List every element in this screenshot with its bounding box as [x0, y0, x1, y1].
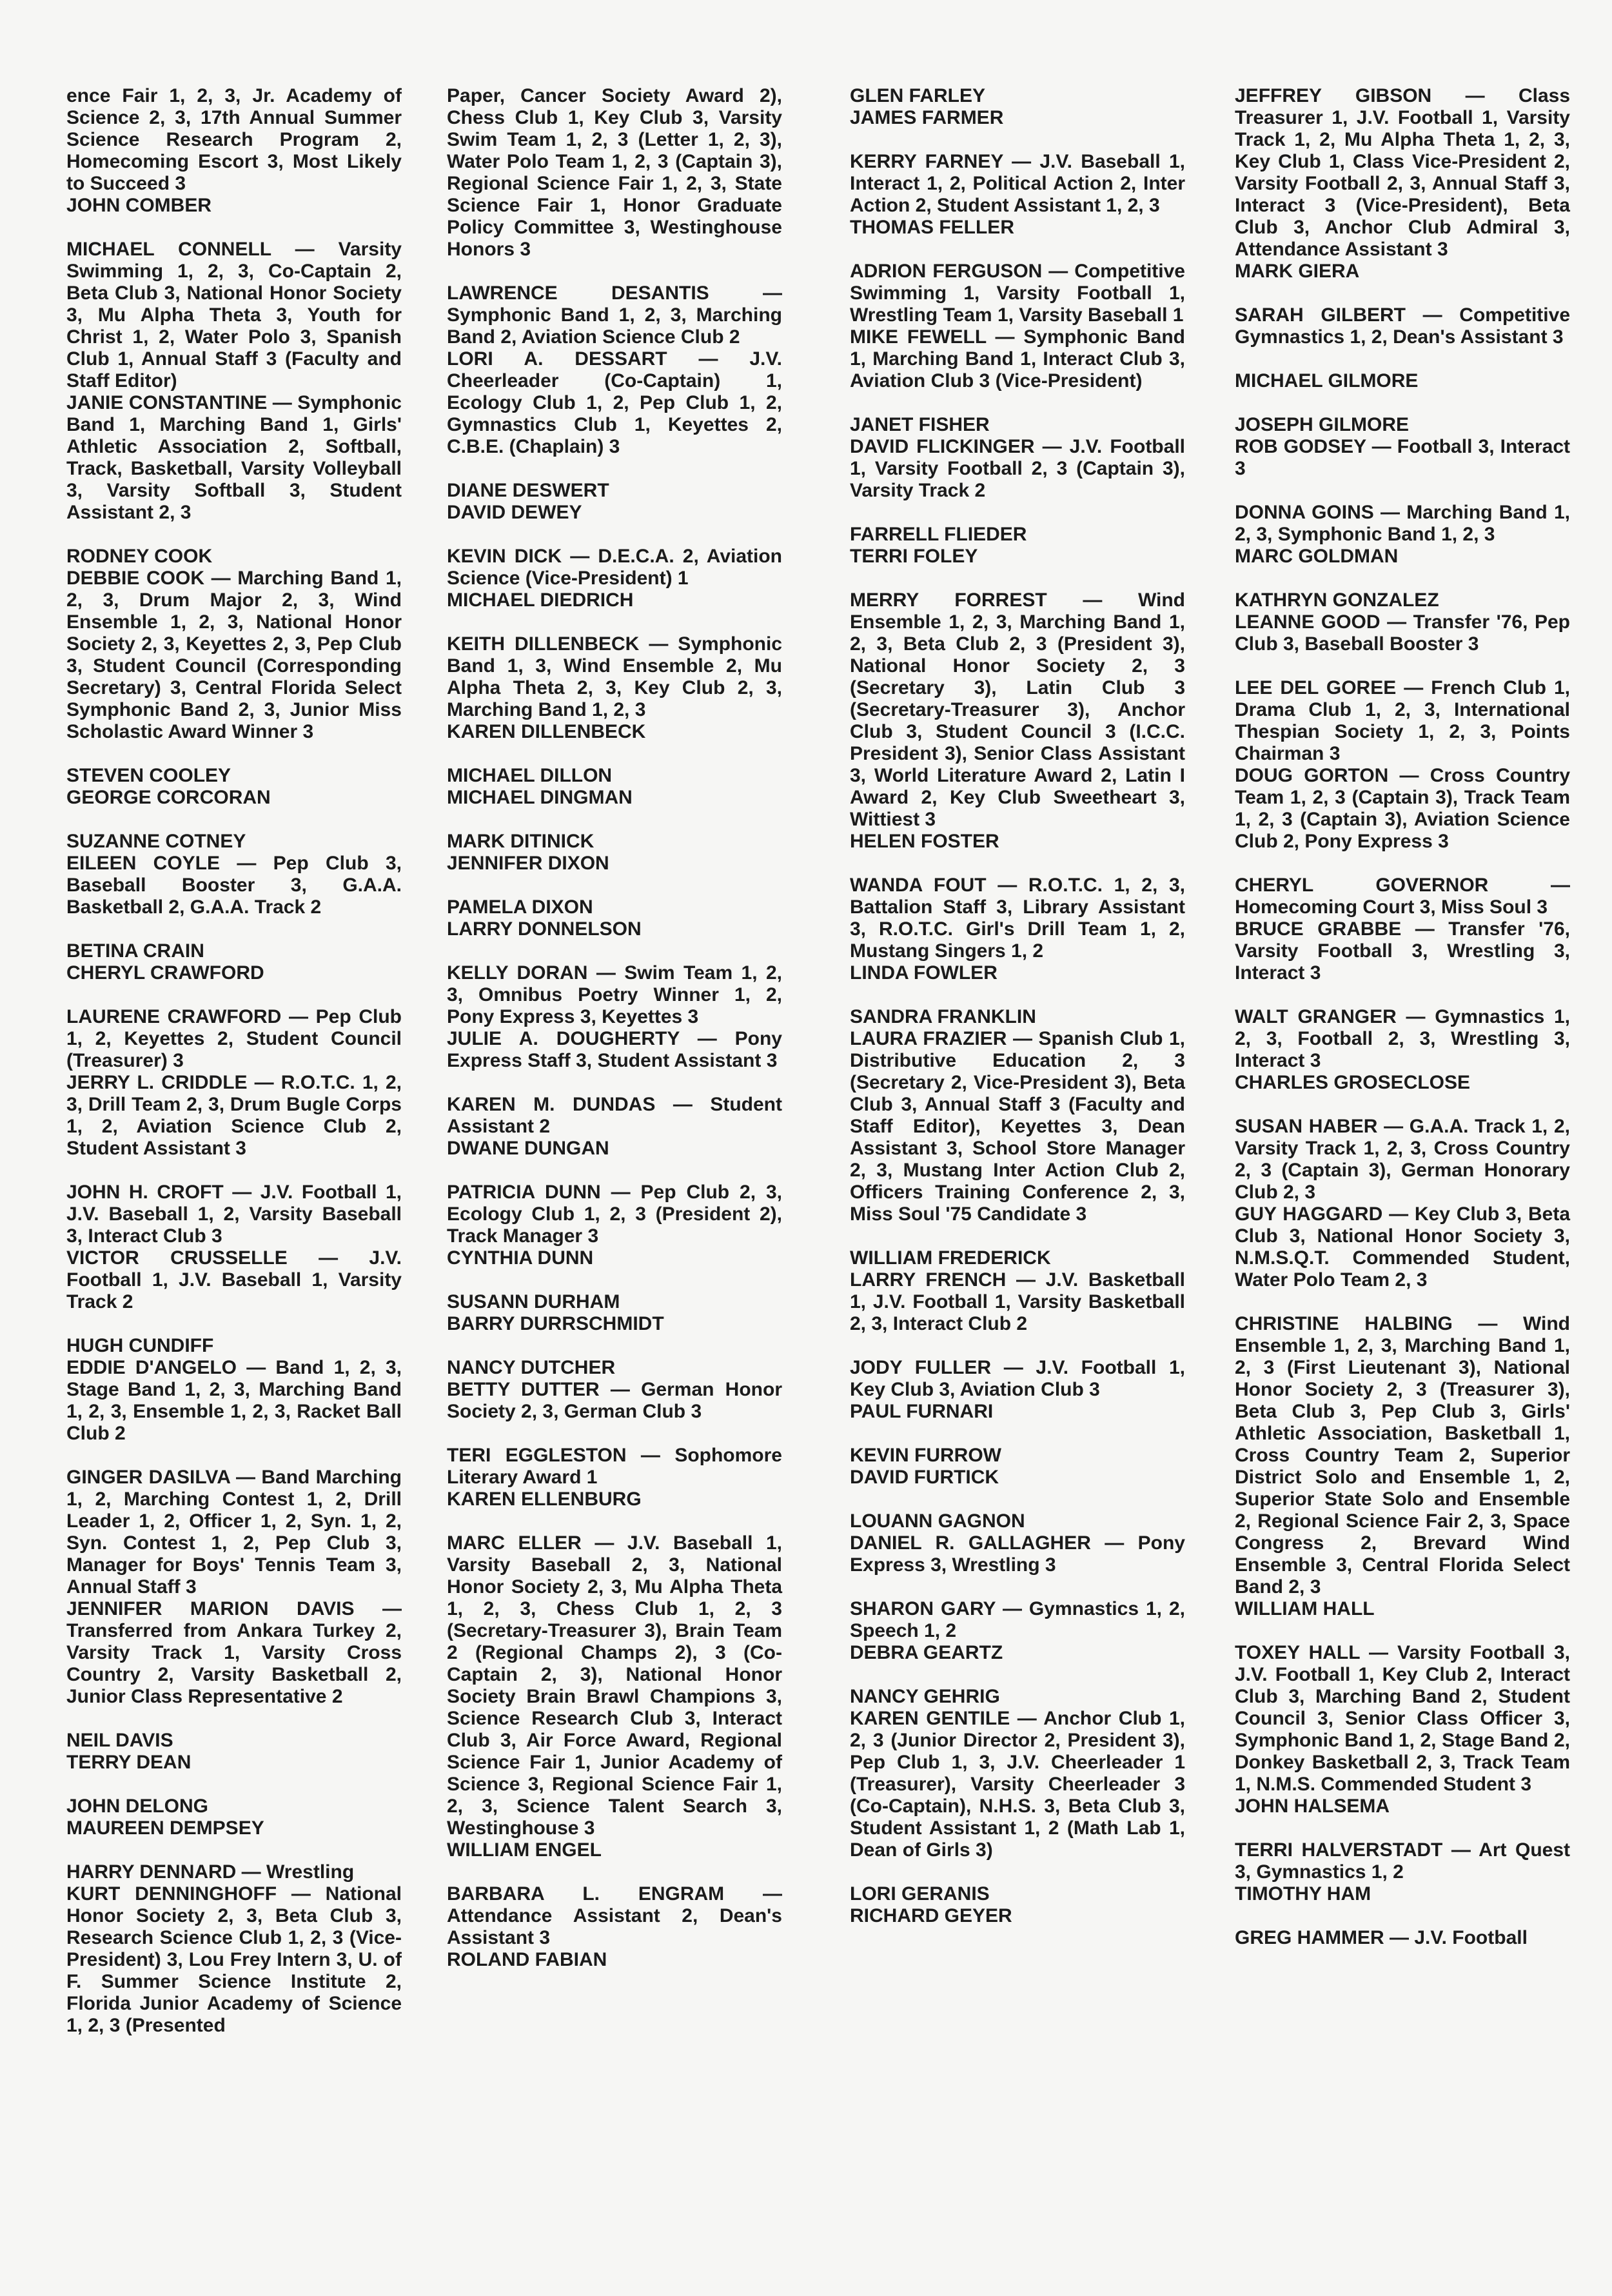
entry-group: [850, 261, 1185, 392]
entry-group: [1235, 589, 1570, 655]
entry-group: [850, 1357, 1185, 1423]
student-entry: HARRY DENNARD — Wrestling: [66, 1861, 355, 1883]
student-entry: TERI EGGLESTON — Sophomore Literary Award 1: [447, 1445, 782, 1488]
student-entry: TERRY DEAN: [66, 1752, 192, 1773]
entry-group: [1235, 1642, 1570, 1817]
student-entry: JANET FISHER: [850, 414, 990, 435]
student-entry: JOHN DELONG: [66, 1796, 209, 1817]
entry-group: [1235, 677, 1570, 853]
student-entry: KEVIN DICK — D.E.C.A. 2, Aviation Science (Vice-President) 1: [447, 546, 782, 589]
student-entry: KAREN ELLENBURG: [447, 1489, 642, 1510]
entry-group: [447, 480, 782, 524]
student-entry: BARBARA L. ENGRAM — Attendance Assistant 2, Dean's Assistant 3: [447, 1883, 782, 1948]
student-entry: LAWRENCE DESANTIS — Symphonic Band 1, 2, 3, Marching Band 2, Aviation Science Club 2: [447, 282, 782, 348]
student-entry: WILLIAM HALL: [1235, 1598, 1375, 1619]
entry-group: [850, 1510, 1185, 1576]
student-entry: MIKE FEWELL — Symphonic Band 1, Marching Band 1, Interact Club 3, Aviation Club 3 (Vice-President): [850, 326, 1185, 391]
student-entry: MERRY FORREST — Wind Ensemble 1, 2, 3, Marching Band 1, 2, 3, Beta Club 2, 3 (President 3), National Honor Society 2, 3 (Secretary 3), Latin Club 3 (Secretary-Treasurer 3), Anchor Club 3, Student Council 3 (I.C.C. President 3), Senior Class Assistant 3, World Literature Award 2, Latin I Award 2, Key Club Sweetheart 3, Wittiest 3: [850, 589, 1185, 830]
student-entry: SHARON GARY — Gymnastics 1, 2, Speech 1, 2: [850, 1598, 1185, 1641]
student-entry: JOHN H. CROFT — J.V. Football 1, J.V. Baseball 1, 2, Varsity Baseball 3, Interact Club 3: [66, 1182, 402, 1247]
entry-group: [447, 896, 782, 940]
entry-group: [66, 1006, 402, 1160]
student-entry: LORI A. DESSART — J.V. Cheerleader (Co-Captain) 1, Ecology Club 1, 2, Pep Club 1, 2, Gymnastics Club 1, Keyettes 2, C.B.E. (Chaplain) 3: [447, 348, 782, 457]
student-entry: JOHN COMBER: [66, 195, 212, 216]
student-entry: DAVID FLICKINGER — J.V. Football 1, Varsity Football 2, 3 (Captain 3), Varsity Track 2: [850, 436, 1185, 501]
entry-group: [447, 1357, 782, 1423]
student-entry: ROLAND FABIAN: [447, 1949, 607, 1970]
entry-group: [66, 1467, 402, 1708]
student-entry: PAMELA DIXON: [447, 896, 593, 918]
entry-group: [850, 414, 1185, 502]
entry-group: [1235, 85, 1570, 282]
entry-group: [66, 1182, 402, 1313]
student-entry: ence Fair 1, 2, 3, Jr. Academy of Science 2, 3, 17th Annual Summer Science Research Program 2, Homecoming Escort 3, Most Likely to Succeed 3: [66, 85, 402, 194]
entry-group: [447, 633, 782, 743]
student-entry: CHERYL CRAWFORD: [66, 962, 264, 984]
entry-group: [850, 524, 1185, 568]
student-entry: GREG HAMMER — J.V. Football: [1235, 1927, 1528, 1948]
student-entry: SARAH GILBERT — Competitive Gymnastics 1, 2, Dean's Assistant 3: [1235, 304, 1570, 348]
student-entry: VICTOR CRUSSELLE — J.V. Football 1, J.V. Baseball 1, Varsity Track 2: [66, 1247, 402, 1312]
student-entry: DAVID DEWEY: [447, 502, 582, 523]
student-entry: WILLIAM ENGEL: [447, 1839, 602, 1861]
entry-group: [850, 1883, 1185, 1927]
student-entry: MICHAEL DIEDRICH: [447, 589, 634, 611]
student-entry: KERRY FARNEY — J.V. Baseball 1, Interact 1, 2, Political Action 2, Inter Action 2, Student Assistant 1, 2, 3: [850, 151, 1185, 216]
entry-group: [447, 831, 782, 875]
column-2: [447, 85, 782, 1993]
student-entry: KAREN M. DUNDAS — Student Assistant 2: [447, 1094, 782, 1137]
student-entry: TOXEY HALL — Varsity Football 3, J.V. Football 1, Key Club 2, Interact Club 3, Marching Band 2, Student Council 3, Senior Class Officer 3, Symphonic Band 1, 2, Stage Band 2, Donkey Basketball 2, 3, Track Team 1, N.M.S. Commended Student 3: [1235, 1642, 1570, 1795]
entry-group: [850, 1247, 1185, 1335]
student-entry: ADRION FERGUSON — Competitive Swimming 1, Varsity Football 1, Wrestling Team 1, Varsity Baseball 1: [850, 261, 1185, 326]
student-entry: HELEN FOSTER: [850, 831, 999, 852]
student-entry: LOUANN GAGNON: [850, 1510, 1025, 1532]
student-entry: MICHAEL DINGMAN: [447, 787, 633, 808]
student-entry: TERRI HALVERSTADT — Art Quest 3, Gymnastics 1, 2: [1235, 1839, 1570, 1883]
student-entry: SUZANNE COTNEY: [66, 831, 246, 852]
student-entry: HUGH CUNDIFF: [66, 1335, 214, 1356]
student-entry: LAURA FRAZIER — Spanish Club 1, Distributive Education 2, 3 (Secretary 2, Vice-President 3), Beta Club 3, Annual Staff 3 (Faculty and Staff Editor), Keyettes 3, Dean Assistant 3, School Store Manager 2, 3, Mustang Inter Action Club 2, Officers Training Conference 2, 3, Miss Soul '75 Candidate 3: [850, 1028, 1185, 1225]
student-entry: GEORGE CORCORAN: [66, 787, 271, 808]
student-entry: JENNIFER DIXON: [447, 853, 609, 874]
student-entry: DEBRA GEARTZ: [850, 1642, 1003, 1663]
entry-group: [66, 1796, 402, 1839]
entry-group: [850, 875, 1185, 984]
student-entry: RICHARD GEYER: [850, 1905, 1012, 1926]
student-entry: KURT DENNINGHOFF — National Honor Society 2, 3, Beta Club 3, Research Science Club 1, 2, 3 (Vice-President) 3, Lou Frey Intern 3, U. of F. Summer Science Institute 2, Florida Junior Academy of Science 1, 2, 3 (Presented: [66, 1883, 402, 2036]
student-entry: CYNTHIA DUNN: [447, 1247, 594, 1269]
student-entry: MAUREEN DEMPSEY: [66, 1817, 264, 1839]
student-entry: EILEEN COYLE — Pep Club 3, Baseball Booster 3, G.A.A. Basketball 2, G.A.A. Track 2: [66, 853, 402, 918]
student-entry: JENNIFER MARION DAVIS — Transferred from Ankara Turkey 2, Varsity Track 1, Varsity Cross Country 2, Varsity Basketball 2, Junior Class Representative 2: [66, 1598, 402, 1707]
entry-group: [447, 546, 782, 611]
entry-group: [447, 1094, 782, 1160]
student-entry: RODNEY COOK: [66, 546, 213, 567]
column-1: [66, 85, 402, 2059]
entry-group: [66, 1861, 402, 2037]
student-entry: MARC ELLER — J.V. Baseball 1, Varsity Baseball 2, 3, National Honor Society 2, 3, Mu Alpha Theta 1, 2, 3, Chess Club 1, 2, 3 (Secretary-Treasurer 3), Brain Team 2 (Regional Champs 2), 3 (Co-Captain 2, 3), National Honor Society Brain Brawl Champions 3, Science Research Club 3, Interact Club 3, Air Force Award, Regional Science Fair 1, Junior Academy of Science 3, Regional Science Fair 1, 2, 3, Science Talent Search 3, Westinghouse 3: [447, 1532, 782, 1839]
entry-group: [1235, 1116, 1570, 1291]
student-entry: DEBBIE COOK — Marching Band 1, 2, 3, Drum Major 2, 3, Wind Ensemble 1, 2, 3, National Honor Society 2, 3, Keyettes 2, 3, Pep Club 3, Student Council (Corresponding Secretary) 3, Central Florida Select Symphonic Band 2, 3, Junior Miss Scholastic Award Winner 3: [66, 568, 402, 742]
entry-group: [1235, 1839, 1570, 1905]
student-entry: NANCY GEHRIG: [850, 1686, 1000, 1707]
student-entry: THOMAS FELLER: [850, 217, 1014, 238]
student-entry: KELLY DORAN — Swim Team 1, 2, 3, Omnibus Poetry Winner 1, 2, Pony Express 3, Keyettes 3: [447, 962, 782, 1027]
student-entry: DOUG GORTON — Cross Country Team 1, 2, 3 (Captain 3), Track Team 1, 2, 3 (Captain 3), Aviation Science Club 2, Pony Express 3: [1235, 765, 1570, 852]
student-entry: KEITH DILLENBECK — Symphonic Band 1, 3, Wind Ensemble 2, Mu Alpha Theta 2, 3, Key Club 2, 3, Marching Band 1, 2, 3: [447, 633, 782, 720]
entry-group: [447, 1182, 782, 1269]
entry-group: [66, 546, 402, 743]
student-entry: GLEN FARLEY: [850, 85, 986, 106]
student-entry: JODY FULLER — J.V. Football 1, Key Club 3, Aviation Club 3: [850, 1357, 1185, 1400]
student-entry: BRUCE GRABBE — Transfer '76, Varsity Football 3, Wrestling 3, Interact 3: [1235, 918, 1570, 984]
column-4: [1235, 85, 1570, 1971]
student-entry: Paper, Cancer Society Award 2), Chess Club 1, Key Club 3, Varsity Swim Team 1, 2, 3 (Letter 1, 2, 3), Water Polo Team 1, 2, 3 (Captain 3), Regional Science Fair 1, 2, 3, State Science Fair 1, Honor Graduate Policy Committee 3, Westinghouse Honors 3: [447, 85, 782, 260]
student-entry: LORI GERANIS: [850, 1883, 990, 1905]
entry-group: [1235, 502, 1570, 568]
entry-group: [447, 85, 782, 261]
entry-group: [850, 1006, 1185, 1225]
student-entry: BARRY DURRSCHMIDT: [447, 1313, 664, 1334]
student-entry: LAURENE CRAWFORD — Pep Club 1, 2, Keyettes 2, Student Council (Treasurer) 3: [66, 1006, 402, 1071]
entry-group: [850, 85, 1185, 129]
entry-group: [447, 282, 782, 458]
entry-group: [1235, 875, 1570, 984]
student-entry: DIANE DESWERT: [447, 480, 609, 501]
student-entry: DANIEL R. GALLAGHER — Pony Express 3, Wrestling 3: [850, 1532, 1185, 1576]
student-entry: LARRY DONNELSON: [447, 918, 642, 940]
entry-group: [447, 962, 782, 1072]
entry-group: [1235, 414, 1570, 480]
student-entry: WALT GRANGER — Gymnastics 1, 2, 3, Football 2, 3, Wrestling 3, Interact 3: [1235, 1006, 1570, 1071]
entry-group: [66, 1730, 402, 1774]
student-entry: ROB GODSEY — Football 3, Interact 3: [1235, 436, 1570, 479]
student-entry: DAVID FURTICK: [850, 1467, 999, 1488]
student-entry: MARK GIERA: [1235, 261, 1360, 282]
student-entry: KEVIN FURROW: [850, 1445, 1001, 1466]
student-entry: KATHRYN GONZALEZ: [1235, 589, 1439, 611]
student-entry: LEANNE GOOD — Transfer '76, Pep Club 3, Baseball Booster 3: [1235, 611, 1570, 655]
student-entry: LEE DEL GOREE — French Club 1, Drama Club 1, 2, 3, International Thespian Society 1, 2, 3, Points Chairman 3: [1235, 677, 1570, 764]
student-entry: PATRICIA DUNN — Pep Club 2, 3, Ecology Club 1, 2, 3 (President 2), Track Manager 3: [447, 1182, 782, 1247]
entry-group: [850, 1686, 1185, 1861]
student-entry: MICHAEL GILMORE: [1235, 370, 1419, 391]
entry-group: [1235, 370, 1570, 392]
entry-group: [1235, 1313, 1570, 1620]
entry-group: [66, 1335, 402, 1445]
student-entry: GINGER DASILVA — Band Marching 1, 2, Marching Contest 1, 2, Drill Leader 1, 2, Officer 1, 2, Syn. 1, 2, Syn. Contest 1, 2, Pep Club 3, Manager for Boys' Tennis Team 3, Annual Staff 3: [66, 1467, 402, 1598]
student-entry: NEIL DAVIS: [66, 1730, 173, 1751]
student-entry: MICHAEL DILLON: [447, 765, 613, 786]
student-entry: DWANE DUNGAN: [447, 1138, 609, 1159]
entry-group: [66, 85, 402, 217]
student-entry: JEFFREY GIBSON — Class Treasurer 1, J.V. Football 1, Varsity Track 1, 2, Mu Alpha Theta 1, 2, 3, Key Club 1, Class Vice-President 2, Varsity Football 2, 3, Annual Staff 3, Interact 3 (Vice-President), Beta Club 3, Anchor Club Admiral 3, Attendance Assistant 3: [1235, 85, 1570, 260]
entry-group: [850, 589, 1185, 853]
student-entry: JULIE A. DOUGHERTY — Pony Express Staff 3, Student Assistant 3: [447, 1028, 782, 1071]
entry-group: [1235, 1927, 1570, 1949]
entry-group: [1235, 1006, 1570, 1094]
student-entry: BETTY DUTTER — German Honor Society 2, 3, German Club 3: [447, 1379, 782, 1422]
entry-group: [66, 239, 402, 524]
student-entry: SUSAN HABER — G.A.A. Track 1, 2, Varsity Track 1, 2, 3, Cross Country 2, 3 (Captain 3), German Honorary Club 2, 3: [1235, 1116, 1570, 1203]
student-entry: MICHAEL CONNELL — Varsity Swimming 1, 2, 3, Co-Captain 2, Beta Club 3, National Honor Society 3, Mu Alpha Theta 3, Youth for Christ 1, 2, Water Polo 3, Spanish Club 1, Annual Staff 3 (Faculty and Staff Editor): [66, 239, 402, 391]
student-entry: BETINA CRAIN: [66, 940, 204, 962]
student-entry: PAUL FURNARI: [850, 1401, 994, 1422]
entry-group: [447, 1445, 782, 1510]
entry-group: [850, 1598, 1185, 1664]
entry-group: [850, 1445, 1185, 1489]
student-entry: MARC GOLDMAN: [1235, 546, 1399, 567]
entry-group: [447, 1883, 782, 1971]
student-entry: LARRY FRENCH — J.V. Basketball 1, J.V. Football 1, Varsity Basketball 2, 3, Interact Club 2: [850, 1269, 1185, 1334]
student-entry: MARK DITINICK: [447, 831, 595, 852]
student-entry: JERRY L. CRIDDLE — R.O.T.C. 1, 2, 3, Drill Team 2, 3, Drum Bugle Corps 1, 2, Aviation Science Club 2, Student Assistant 3: [66, 1072, 402, 1159]
entry-group: [447, 765, 782, 809]
student-entry: KAREN GENTILE — Anchor Club 1, 2, 3 (Junior Director 2, President 3), Pep Club 1, 3, J.V. Cheerleader 1 (Treasurer), Varsity Cheerleader 3 (Co-Captain), N.H.S. 3, Beta Club 3, Student Assistant 1, 2 (Math Lab 1, Dean of Girls 3): [850, 1708, 1185, 1861]
student-entry: JOHN HALSEMA: [1235, 1796, 1390, 1817]
column-3: [850, 85, 1185, 1949]
entry-group: [66, 765, 402, 809]
student-entry: JANIE CONSTANTINE — Symphonic Band 1, Marching Band 1, Girls' Athletic Association 2, Softball, Track, Basketball, Varsity Volleyball 3, Varsity Softball 3, Student Assistant 2, 3: [66, 392, 402, 523]
student-entry: CHRISTINE HALBING — Wind Ensemble 1, 2, 3, Marching Band 1, 2, 3 (First Lieutenant 3), National Honor Society 2, 3 (Treasurer 3), Beta Club 3, Pep Club 3, Girls' Athletic Association, Basketball 1, Cross Country Team 2, Superior District Solo and Ensemble 1, 2, Superior State Solo and Ensemble 2, Regional Science Fair 2, 3, Space Congress 2, Brevard Wind Ensemble 3, Central Florida Select Band 2, 3: [1235, 1313, 1570, 1598]
student-entry: WILLIAM FREDERICK: [850, 1247, 1051, 1269]
student-entry: EDDIE D'ANGELO — Band 1, 2, 3, Stage Band 1, 2, 3, Marching Band 1, 2, 3, Ensemble 1, 2, 3, Racket Ball Club 2: [66, 1357, 402, 1444]
entry-group: [66, 831, 402, 918]
entry-group: [850, 151, 1185, 239]
student-entry: TIMOTHY HAM: [1235, 1883, 1371, 1905]
entry-group: [1235, 304, 1570, 348]
entry-group: [66, 940, 402, 984]
student-entry: NANCY DUTCHER: [447, 1357, 616, 1378]
student-entry: LINDA FOWLER: [850, 962, 998, 984]
student-entry: KAREN DILLENBECK: [447, 721, 646, 742]
entry-group: [447, 1532, 782, 1861]
student-entry: FARRELL FLIEDER: [850, 524, 1027, 545]
student-entry: JAMES FARMER: [850, 107, 1004, 128]
student-entry: STEVEN COOLEY: [66, 765, 231, 786]
student-entry: JOSEPH GILMORE: [1235, 414, 1410, 435]
entry-group: [447, 1291, 782, 1335]
student-entry: TERRI FOLEY: [850, 546, 978, 567]
student-entry: DONNA GOINS — Marching Band 1, 2, 3, Symphonic Band 1, 2, 3: [1235, 502, 1570, 545]
student-entry: CHERYL GOVERNOR — Homecoming Court 3, Miss Soul 3: [1235, 875, 1570, 918]
student-entry: WANDA FOUT — R.O.T.C. 1, 2, 3, Battalion Staff 3, Library Assistant 3, R.O.T.C. Girl's Drill Team 1, 2, Mustang Singers 1, 2: [850, 875, 1185, 962]
student-entry: GUY HAGGARD — Key Club 3, Beta Club 3, National Honor Society 3, N.M.S.Q.T. Commended Student, Water Polo Team 2, 3: [1235, 1203, 1570, 1291]
student-entry: CHARLES GROSECLOSE: [1235, 1072, 1471, 1093]
student-entry: SUSANN DURHAM: [447, 1291, 620, 1312]
student-entry: SANDRA FRANKLIN: [850, 1006, 1036, 1027]
